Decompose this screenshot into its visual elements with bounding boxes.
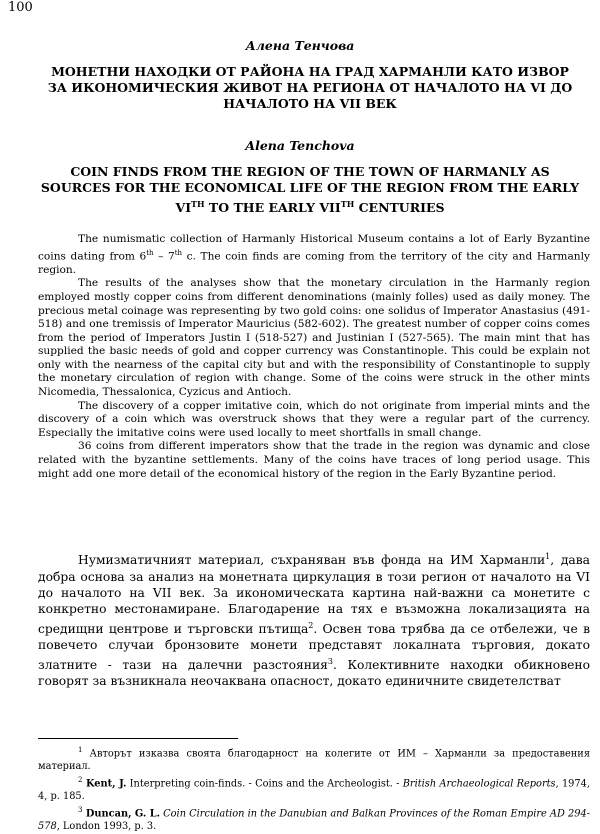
- main-text-c: . Освен това трябва да се отбележи, че в повечето случаи бронзовите монети представят локалната търговия, докато златните - тази на далечни разстояния: [38, 621, 590, 672]
- main-paragraph: [38, 549, 590, 690]
- footnote-1: [38, 744, 590, 774]
- main-text-a: Нумизматичният материал, съхраняван във фонда на ИМ Харманли: [78, 553, 546, 568]
- footnote-1-text: Авторът изказва своята благодарност на колегите от ИМ – Харманли за предоставения материал.: [38, 748, 590, 773]
- footnote-2-author: Kent, J.: [82, 778, 127, 790]
- title-english-sup1: TH: [191, 199, 205, 209]
- footnote-3-number: 3: [78, 805, 83, 814]
- footnote-3-end: , London 1993, p. 3.: [56, 820, 157, 832]
- author-bulgarian: Алена Тенчова: [245, 38, 355, 53]
- main-text-b: , дава добра основа за анализ на монетната циркулация в този регион от началото на VI до началото на VII век. За икономическата картина най-важни са монетите с конкретно местонамиране. Благодарение на тях е възможна локализацията на средищни центрове и търговски пътища: [38, 553, 590, 636]
- footnote-ref-2: 2: [308, 620, 314, 630]
- footnote-ref-3: 3: [327, 656, 334, 666]
- footnote-3-author: Duncan, G. L.: [82, 807, 161, 819]
- abstract-p1-sup2: th: [174, 248, 183, 257]
- footnote-2-text: Interpreting coin-finds. - Coins and the Archeologist. -: [126, 778, 403, 790]
- title-bulgarian: МОНЕТНИ НАХОДКИ ОТ РАЙОНА НА ГРАД ХАРМАНЛИ КАТО ИЗВОР ЗА ИКОНОМИЧЕСКИЯ ЖИВОТ НА РЕГИОНА ОТ НАЧАЛОТО НА VI ДО НАЧАЛОТО НА VII ВЕК: [47, 64, 573, 111]
- footnote-2-end: , 1974, 4, p. 185.: [38, 778, 590, 802]
- footnote-rule: [38, 738, 238, 739]
- title-english-sup2: TH: [340, 199, 355, 209]
- page-number: 100: [8, 0, 33, 15]
- abstract-paragraph-4: 36 coins from different imperators show that the trade in the region was dynamic and close related with the byzantine settlements. Many of the coins have traces of long period usage. This might add one more detail of the economical history of the region in the Early Byzantine period.: [38, 440, 590, 480]
- abstract-p1-text-b: – 7: [153, 250, 175, 263]
- abstract-paragraph-1: [38, 233, 590, 277]
- footnote-ref-1: 1: [545, 552, 551, 561]
- footnote-2-source: British Archaeological Reports: [402, 778, 556, 790]
- title-english-part3: CENTURIES: [354, 200, 445, 216]
- footnote-3-title: Coin Circulation in the Danubian and Balkan Provinces of the Roman Empire AD 294-578: [38, 807, 590, 832]
- abstract-paragraph-3: The discovery of a copper imitative coin, which do not originate from imperial mints and the discovery of a coin which was overstruck shows that they were a regular part of the currency. Especially the imitative coins were used locally to meet shortfalls in small change.: [38, 399, 590, 439]
- footnote-2-number: 2: [78, 775, 83, 784]
- main-text: [38, 549, 590, 690]
- abstract-p1-sup1: th: [146, 248, 154, 257]
- author-english: Alena Tenchova: [245, 138, 355, 153]
- footnote-1-number: 1: [78, 746, 83, 754]
- footnote-2: [38, 774, 590, 804]
- footnote-3: [38, 804, 590, 834]
- main-text-d: . Колективните находки обикновено говорят за възникнала неочаквана опасност, докато единичните свидетелстват: [38, 657, 591, 689]
- abstract-paragraph-2: The results of the analyses show that the monetary circulation in the Harmanly region employed mostly copper coins from different denominations (mainly folles) used as daily money. The precious metal coinage was representing by two gold coins: one solidus of Imperator Anastasius (491-518) and one tremissis of Imperator Mauricius (582-602). The greatest number of copper coins comes from the period of Imperators Justin I (518-527) and Justinian I (527-565). The main mint that has supplied the basic needs of gold and copper currency was Constantinople. This could be explain not only with the nearness of the capital city but and with the responsibility of Constantinople to supply the monetary circulation of region with change. Some of the coins were struck in the other mints Nicomedia, Thessalonica, Cyzicus and Antioch.: [38, 277, 590, 399]
- title-english: [40, 164, 580, 216]
- title-english-part2: TO THE EARLY VII: [204, 200, 341, 216]
- abstract-p1-text-c: c. The coin finds are coming from the territory of the city and Harmanly region.: [38, 250, 590, 276]
- footnotes: [38, 744, 590, 834]
- abstract: [38, 233, 590, 481]
- abstract-p1-text-a: The numismatic collection of Harmanly Historical Museum contains a lot of Early Byzantine coins dating from 6: [38, 233, 590, 263]
- title-english-part1: COIN FINDS FROM THE REGION OF THE TOWN OF HARMANLY AS SOURCES FOR THE ECONOMICAL LIFE OF THE REGION FROM THE EARLY VI: [40, 164, 580, 216]
